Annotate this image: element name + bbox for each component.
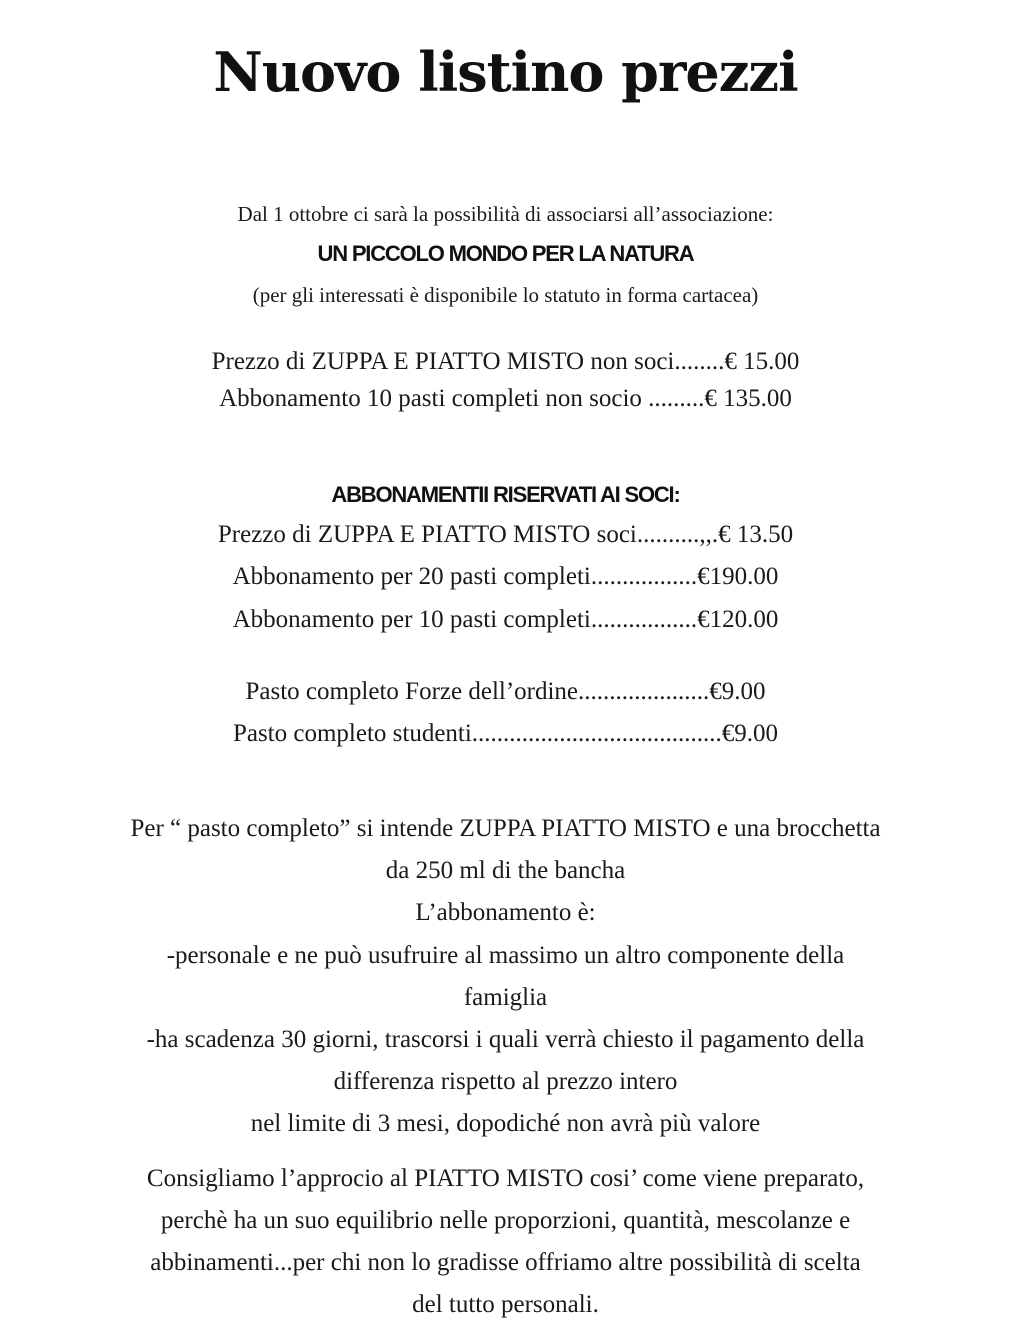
price-line-member: Prezzo di ZUPPA E PIATTO MISTO soci..........,,.€ 13.50 xyxy=(217,521,794,548)
advice-line: perchè ha un suo equilibrio nelle proporzioni, quantità, mescolanze e xyxy=(160,1207,851,1234)
conditions-line: differenza rispetto al prezzo intero xyxy=(333,1068,678,1095)
conditions-line: L’abbonamento è: xyxy=(415,899,596,926)
association-name: UN PICCOLO MONDO PER LA NATURA xyxy=(317,241,694,266)
price-line-non-member: Abbonamento 10 pasti completi non socio .........€ 135.00 xyxy=(219,385,792,412)
conditions-line: nel limite di 3 mesi, dopodiché non avrà più valore xyxy=(250,1110,761,1137)
price-line-member: Abbonamento per 10 pasti completi.................€120.00 xyxy=(232,606,779,633)
advice-line: abbinamenti...per chi non lo gradisse offriamo altre possibilità di scelta xyxy=(150,1249,861,1276)
price-line-special: Pasto completo studenti........................................€9.00 xyxy=(232,720,779,747)
price-line-non-member: Prezzo di ZUPPA E PIATTO MISTO non soci........€ 15.00 xyxy=(211,348,800,375)
advice-line: del tutto personali. xyxy=(412,1291,599,1318)
price-line-special: Pasto completo Forze dell’ordine.....................€9.00 xyxy=(245,678,766,705)
conditions-line: -personale e ne può usufruire al massimo un altro componente della xyxy=(166,942,845,969)
conditions-line: -ha scadenza 30 giorni, trascorsi i quali verrà chiesto il pagamento della xyxy=(146,1026,865,1053)
conditions-line: famiglia xyxy=(463,984,548,1011)
page-title: Nuovo listino prezzi xyxy=(213,40,798,104)
intro-note: (per gli interessati è disponibile lo statuto in forma cartacea) xyxy=(252,283,759,307)
conditions-line: da 250 ml di the bancha xyxy=(385,857,626,884)
intro-line: Dal 1 ottobre ci sarà la possibilità di associarsi all’associazione: xyxy=(237,202,774,226)
member-section-heading: ABBONAMENTII RISERVATI AI SOCI: xyxy=(331,482,680,507)
price-line-member: Abbonamento per 20 pasti completi.................€190.00 xyxy=(232,563,779,590)
conditions-line: Per “ pasto completo” si intende ZUPPA PIATTO MISTO e una brocchetta xyxy=(130,815,881,842)
advice-line: Consigliamo l’approcio al PIATTO MISTO cosi’ come viene preparato, xyxy=(146,1165,865,1192)
